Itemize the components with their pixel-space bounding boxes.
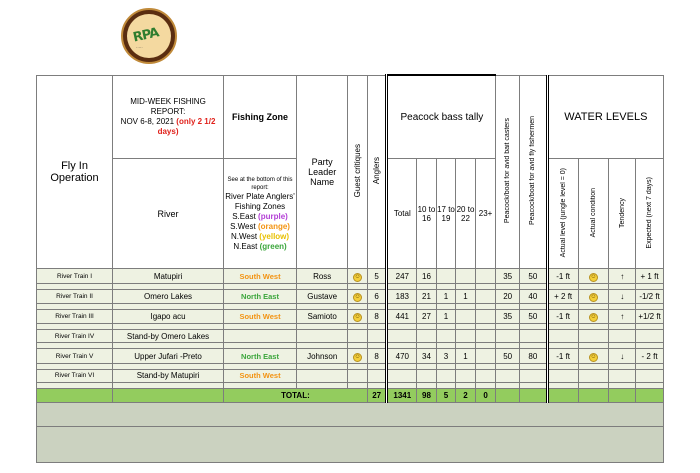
zone-note: See at the bottom of this report: <box>227 176 293 191</box>
condition-cell <box>578 349 609 363</box>
bait-value: 35 <box>496 269 520 283</box>
table-row <box>37 269 664 283</box>
train-name: River Train II <box>37 289 113 303</box>
totals-anglers: 27 <box>367 388 387 402</box>
fishing-zone-header: Fishing Zone <box>224 75 297 159</box>
footer-band <box>37 427 664 463</box>
tendency-arrow-icon: ↓ <box>609 289 636 303</box>
logo-subtitle: ····· <box>136 45 143 50</box>
report-duration-note: (only 2 1/2 days) <box>157 116 216 136</box>
level-value: -1 ft <box>547 269 578 283</box>
peacock-tally-header: Peacock bass tally <box>387 75 496 159</box>
bait-value: 20 <box>496 289 520 303</box>
smiley-icon: ☺ <box>354 273 361 280</box>
bucket-value <box>475 289 496 303</box>
level-value: -1 ft <box>547 310 578 324</box>
total-value: 183 <box>387 289 417 303</box>
zone-value: South West <box>224 310 297 324</box>
zone-nw: N.West (yellow) <box>230 231 290 241</box>
table-row <box>37 349 664 363</box>
zone-value: South West <box>224 369 297 382</box>
smiley-icon: ☺ <box>590 353 597 360</box>
bucket-value: 34 <box>417 349 437 363</box>
peacock-fly-label: Peacock/boat for avid fly fishermen <box>529 116 537 226</box>
fishing-report-table <box>36 74 664 463</box>
table-row <box>37 369 664 382</box>
tendency-arrow-icon: ↑ <box>609 310 636 324</box>
train-name: River Train III <box>37 310 113 324</box>
total-value: 441 <box>387 310 417 324</box>
level-value: -1 ft <box>547 349 578 363</box>
anglers-header <box>367 75 387 269</box>
totals-total: 1341 <box>387 388 417 402</box>
actual-condition-header <box>578 159 609 269</box>
total-value: 470 <box>387 349 417 363</box>
zone-sw: S.West (orange) <box>230 221 290 231</box>
condition-cell <box>578 269 609 283</box>
condition-cell <box>578 289 609 303</box>
smiley-icon: ☺ <box>590 314 597 321</box>
logo-fish-icon: RPA <box>131 25 160 46</box>
fly-value: 40 <box>519 289 547 303</box>
river-name: Stand-by Omero Lakes <box>113 330 224 343</box>
level-value: + 2 ft <box>547 289 578 303</box>
critique-cell <box>348 289 368 303</box>
party-leader-header: Party Leader Name <box>297 75 348 269</box>
table-row <box>37 330 664 343</box>
smiley-icon: ☺ <box>590 293 597 300</box>
zone-se: S.East (purple) <box>232 211 288 221</box>
river-name: Matupiri <box>113 269 224 283</box>
actual-condition-label: Actual condition <box>589 188 597 238</box>
zone-value: North East <box>224 349 297 363</box>
bucket-value <box>475 269 496 283</box>
table-row <box>37 289 664 303</box>
anglers-label: Anglers <box>372 157 382 185</box>
bait-value: 50 <box>496 349 520 363</box>
guest-critiques-header <box>348 75 368 269</box>
bucket-10-16-header: 10 to 16 <box>417 159 437 269</box>
water-levels-header: WATER LEVELS <box>547 75 663 159</box>
anglers-value: 6 <box>367 289 387 303</box>
bucket-value <box>436 269 456 283</box>
smiley-icon: ☺ <box>354 314 361 321</box>
footer-band <box>37 403 664 427</box>
anglers-value: 8 <box>367 349 387 363</box>
anglers-value: 5 <box>367 269 387 283</box>
totals-bucket: 2 <box>456 388 476 402</box>
tendency-header <box>609 159 636 269</box>
report-title-line1: MID-WEEK FISHING REPORT: <box>130 96 206 116</box>
zone-value: South West <box>224 269 297 283</box>
bucket-value <box>475 310 496 324</box>
expected-header <box>636 159 664 269</box>
river-name: Omero Lakes <box>113 289 224 303</box>
actual-level-label: Actual level (jungle level = 0) <box>559 168 567 258</box>
totals-bucket: 98 <box>417 388 437 402</box>
bucket-value <box>475 349 496 363</box>
fly-value: 50 <box>519 310 547 324</box>
peacock-bait-header <box>496 75 520 269</box>
train-name: River Train V <box>37 349 113 363</box>
leader-name: Ross <box>297 269 348 283</box>
train-name: River Train IV <box>37 330 113 343</box>
smiley-icon: ☺ <box>354 293 361 300</box>
actual-level-header <box>547 159 578 269</box>
fly-in-header: Fly In Operation <box>37 75 113 269</box>
peacock-bait-label: Peacock/boat for avid bait casters <box>504 118 512 224</box>
bait-value: 35 <box>496 310 520 324</box>
total-value: 247 <box>387 269 417 283</box>
bucket-17-19-header: 17 to 19 <box>436 159 456 269</box>
report-date: NOV 6-8, 2021 <box>120 116 175 126</box>
bucket-20-22-header: 20 to 22 <box>456 159 476 269</box>
guest-critiques-label: Guest critiques <box>353 144 363 198</box>
bucket-value: 1 <box>436 289 456 303</box>
zone-legend <box>224 159 297 269</box>
bucket-value: 21 <box>417 289 437 303</box>
smiley-icon: ☺ <box>354 353 361 360</box>
peacock-fly-header <box>519 75 547 269</box>
smiley-icon: ☺ <box>590 273 597 280</box>
bucket-value: 3 <box>436 349 456 363</box>
leader-name: Gustave <box>297 289 348 303</box>
tendency-arrow-icon: ↑ <box>609 269 636 283</box>
expected-value: +1/2 ft <box>636 310 664 324</box>
expected-value: -1/2 ft <box>636 289 664 303</box>
report-title <box>113 75 224 159</box>
river-name: Stand-by Matupiri <box>113 369 224 382</box>
totals-label: TOTAL: <box>224 388 368 402</box>
fly-value: 50 <box>519 269 547 283</box>
critique-cell <box>348 349 368 363</box>
bucket-23-plus-header: 23+ <box>475 159 496 269</box>
totals-bucket: 5 <box>436 388 456 402</box>
river-name: Igapo acu <box>113 310 224 324</box>
bucket-value: 27 <box>417 310 437 324</box>
train-name: River Train VI <box>37 369 113 382</box>
expected-value: - 2 ft <box>636 349 664 363</box>
bucket-value <box>456 310 476 324</box>
tendency-label: Tendency <box>618 197 626 228</box>
zone-value: North East <box>224 289 297 303</box>
zone-ne: N.East (green) <box>233 241 287 251</box>
bucket-value <box>456 269 476 283</box>
bucket-value: 16 <box>417 269 437 283</box>
river-header: River <box>113 159 224 269</box>
critique-cell <box>348 310 368 324</box>
bucket-value: 1 <box>456 289 476 303</box>
expected-label: Expected (next 7 days) <box>646 176 654 249</box>
table-row <box>37 310 664 324</box>
zone-note-title: River Plate Anglers' Fishing Zones <box>225 191 295 211</box>
leader-name: Johnson <box>297 349 348 363</box>
critique-cell <box>348 269 368 283</box>
river-plate-logo <box>121 8 177 64</box>
condition-cell <box>578 310 609 324</box>
totals-bucket: 0 <box>475 388 496 402</box>
anglers-value: 8 <box>367 310 387 324</box>
fly-value: 80 <box>519 349 547 363</box>
totals-row <box>37 388 664 402</box>
bucket-value: 1 <box>436 310 456 324</box>
bucket-value: 1 <box>456 349 476 363</box>
total-header: Total <box>387 159 417 269</box>
leader-name: Samioto <box>297 310 348 324</box>
river-name: Upper Jufari -Preto <box>113 349 224 363</box>
tendency-arrow-icon: ↓ <box>609 349 636 363</box>
train-name: River Train I <box>37 269 113 283</box>
expected-value: + 1 ft <box>636 269 664 283</box>
